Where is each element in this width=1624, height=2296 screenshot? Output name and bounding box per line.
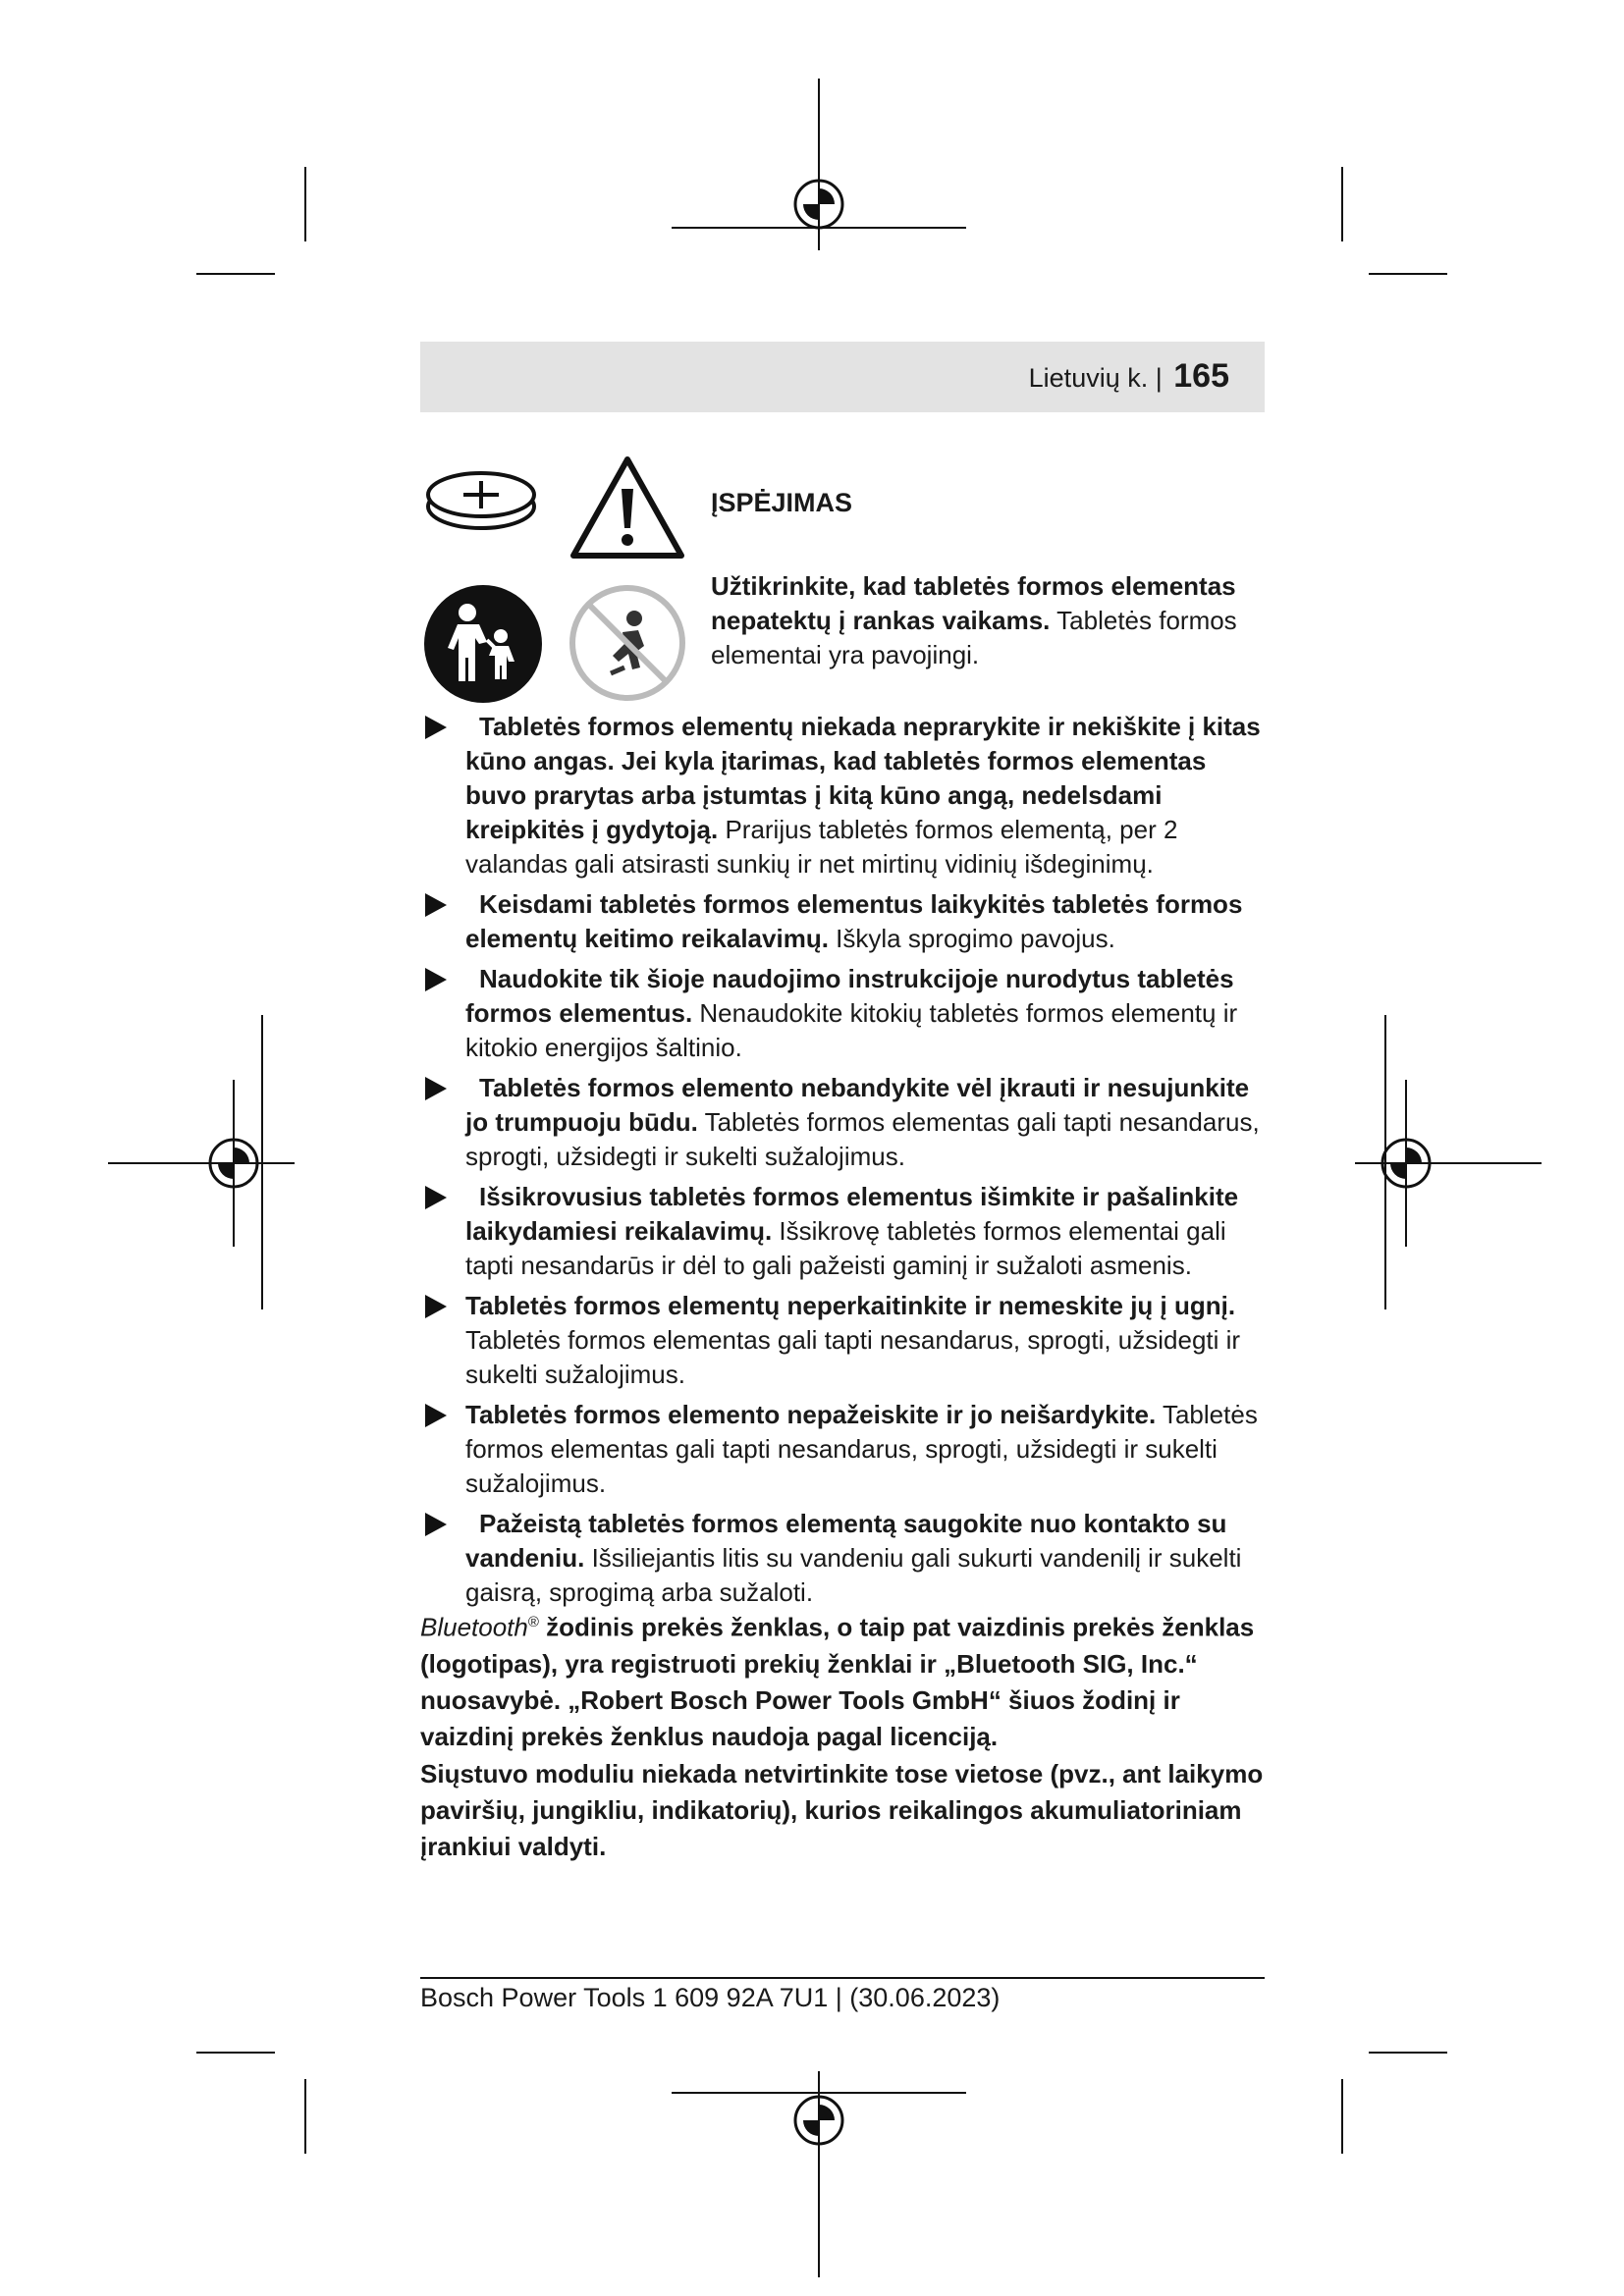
no-children-icon bbox=[568, 583, 687, 703]
crop-mark bbox=[196, 2052, 275, 2054]
coin-cell-battery-icon bbox=[424, 465, 540, 534]
bullet-triangle-icon bbox=[425, 968, 447, 991]
item-text: Nenaudokite kitokių tabletės formos elementų ir kitokio energijos šaltinio. bbox=[465, 998, 1238, 1062]
warning-triangle-icon bbox=[568, 454, 687, 561]
registered-mark: ® bbox=[527, 1614, 539, 1630]
list-item bbox=[420, 962, 1265, 1065]
crop-mark bbox=[304, 2079, 306, 2154]
transmitter-note: Siųstuvo moduliu niekada netvirtinkite tose vietose (pvz., ant laikymo paviršių, jungikliu, indikatorių), kurios reikalingos akumuliatoriniam įrankiui valdyti. bbox=[420, 1759, 1264, 1861]
adult-child-icon bbox=[422, 583, 544, 705]
item-bold-text: Pažeistą tabletės formos elementą saugokite nuo kontakto su vandeniu. bbox=[465, 1509, 1227, 1573]
item-bold-text: Išsikrovusius tabletės formos elementus išimkite ir pašalinkite laikydamiesi reikalavimų. bbox=[465, 1182, 1239, 1246]
item-text: Iškyla sprogimo pavojus. bbox=[828, 924, 1115, 953]
list-item bbox=[420, 1398, 1265, 1501]
crop-mark bbox=[196, 273, 275, 275]
registration-mark-left bbox=[108, 1080, 295, 1247]
bluetooth-bold-text: žodinis prekės ženklas, o taip pat vaizdinis prekės ženklas (logotipas), yra registruoti prekių ženklai ir „Bluetooth SIG, Inc.“ nuosavybė. „Robert Bosch Power Tools GmbH“ šiuos žodinį ir vaizdinį prekės ženklus naudoja pagal licenciją. bbox=[420, 1612, 1255, 1751]
item-bold-text: Tabletės formos elementų niekada neprarykite ir nekiškite į kitas kūno angas. Jei kyla įtarimas, kad tabletės formos elementas buvo prarytas arba įstumtas į kitą kūno angą, nedelsdami kreipkitės į gydytoją. bbox=[465, 712, 1261, 844]
item-text: Išsiliejantis litis su vandeniu gali sukurti vandenilį ir sukelti gaisrą, sprogimą arba sužaloti. bbox=[465, 1543, 1242, 1607]
item-text: Tabletės formos elementas gali tapti nesandarus, sprogti, užsidegti ir sukelti sužalojimus. bbox=[465, 1325, 1241, 1389]
item-bold-text: Tabletės formos elementų neperkaitinkite ir nemeskite jų į ugnį. bbox=[465, 1291, 1236, 1320]
footer-rule bbox=[420, 1977, 1265, 1979]
list-item bbox=[420, 887, 1265, 956]
section-label: Lietuvių k. | bbox=[1028, 363, 1163, 393]
warning-title: ĮSPĖJIMAS bbox=[711, 488, 853, 517]
item-bold-text: Tabletės formos elemento nepažeiskite ir jo neišardykite. bbox=[465, 1400, 1157, 1429]
crop-mark bbox=[1369, 273, 1447, 275]
registration-mark-bottom bbox=[672, 2042, 966, 2277]
registration-mark-right bbox=[1355, 1080, 1542, 1247]
list-item bbox=[420, 1071, 1265, 1174]
warning-lead-bold: Užtikrinkite, kad tabletės formos elementas nepatektų į rankas vaikams. bbox=[711, 571, 1236, 635]
item-text: Išsikrovę tabletės formos elementai gali tapti nesandarūs ir dėl to gali pažeisti gaminį ir sužaloti asmenis. bbox=[465, 1216, 1226, 1280]
safety-list bbox=[420, 710, 1265, 1616]
registration-mark-top bbox=[672, 79, 966, 255]
bullet-triangle-icon bbox=[425, 716, 447, 739]
page-header bbox=[420, 342, 1265, 412]
bullet-triangle-icon bbox=[425, 1186, 447, 1209]
item-bold-text: Keisdami tabletės formos elementus laikykitės tabletės formos elementų keitimo reikalavimų. bbox=[465, 889, 1243, 953]
crop-mark bbox=[1341, 2079, 1343, 2154]
page-number: 165 bbox=[1173, 357, 1229, 395]
crop-mark bbox=[304, 167, 306, 241]
footer-text: Bosch Power Tools 1 609 92A 7U1 | (30.06.2023) bbox=[420, 1983, 1001, 2012]
header-text bbox=[1029, 357, 1229, 396]
warning-lead bbox=[711, 569, 1265, 672]
warning-lead-text: Tabletės formos elementai yra pavojingi. bbox=[711, 606, 1237, 669]
item-bold-text: Naudokite tik šioje naudojimo instrukcijoje nurodytus tabletės formos elementus. bbox=[465, 964, 1234, 1028]
item-bold-text: Tabletės formos elemento nebandykite vėl įkrauti ir nesujunkite jo trumpuoju būdu. bbox=[465, 1073, 1250, 1137]
bluetooth-trademark-paragraph bbox=[420, 1604, 1265, 1755]
bullet-triangle-icon bbox=[425, 1513, 447, 1536]
crop-mark bbox=[1341, 167, 1343, 241]
bullet-triangle-icon bbox=[425, 893, 447, 917]
bullet-triangle-icon bbox=[425, 1404, 447, 1427]
item-text: Tabletės formos elementas gali tapti nesandarus, sprogti, užsidegti ir sukelti sužalojimus. bbox=[465, 1107, 1260, 1171]
list-item bbox=[420, 1507, 1265, 1610]
item-text: Tabletės formos elementas gali tapti nesandarus, sprogti, užsidegti ir sukelti sužalojimus. bbox=[465, 1400, 1258, 1498]
crop-mark bbox=[1369, 2052, 1447, 2054]
list-item bbox=[420, 710, 1265, 881]
item-text: Prarijus tabletės formos elementą, per 2 valandas gali atsirasti sunkių ir net mirtinų vidinių išdeginimų. bbox=[465, 815, 1178, 879]
list-item bbox=[420, 1180, 1265, 1283]
bluetooth-italic: Bluetooth bbox=[420, 1612, 528, 1642]
bullet-triangle-icon bbox=[425, 1077, 447, 1100]
bullet-triangle-icon bbox=[425, 1295, 447, 1318]
list-item bbox=[420, 1289, 1265, 1392]
